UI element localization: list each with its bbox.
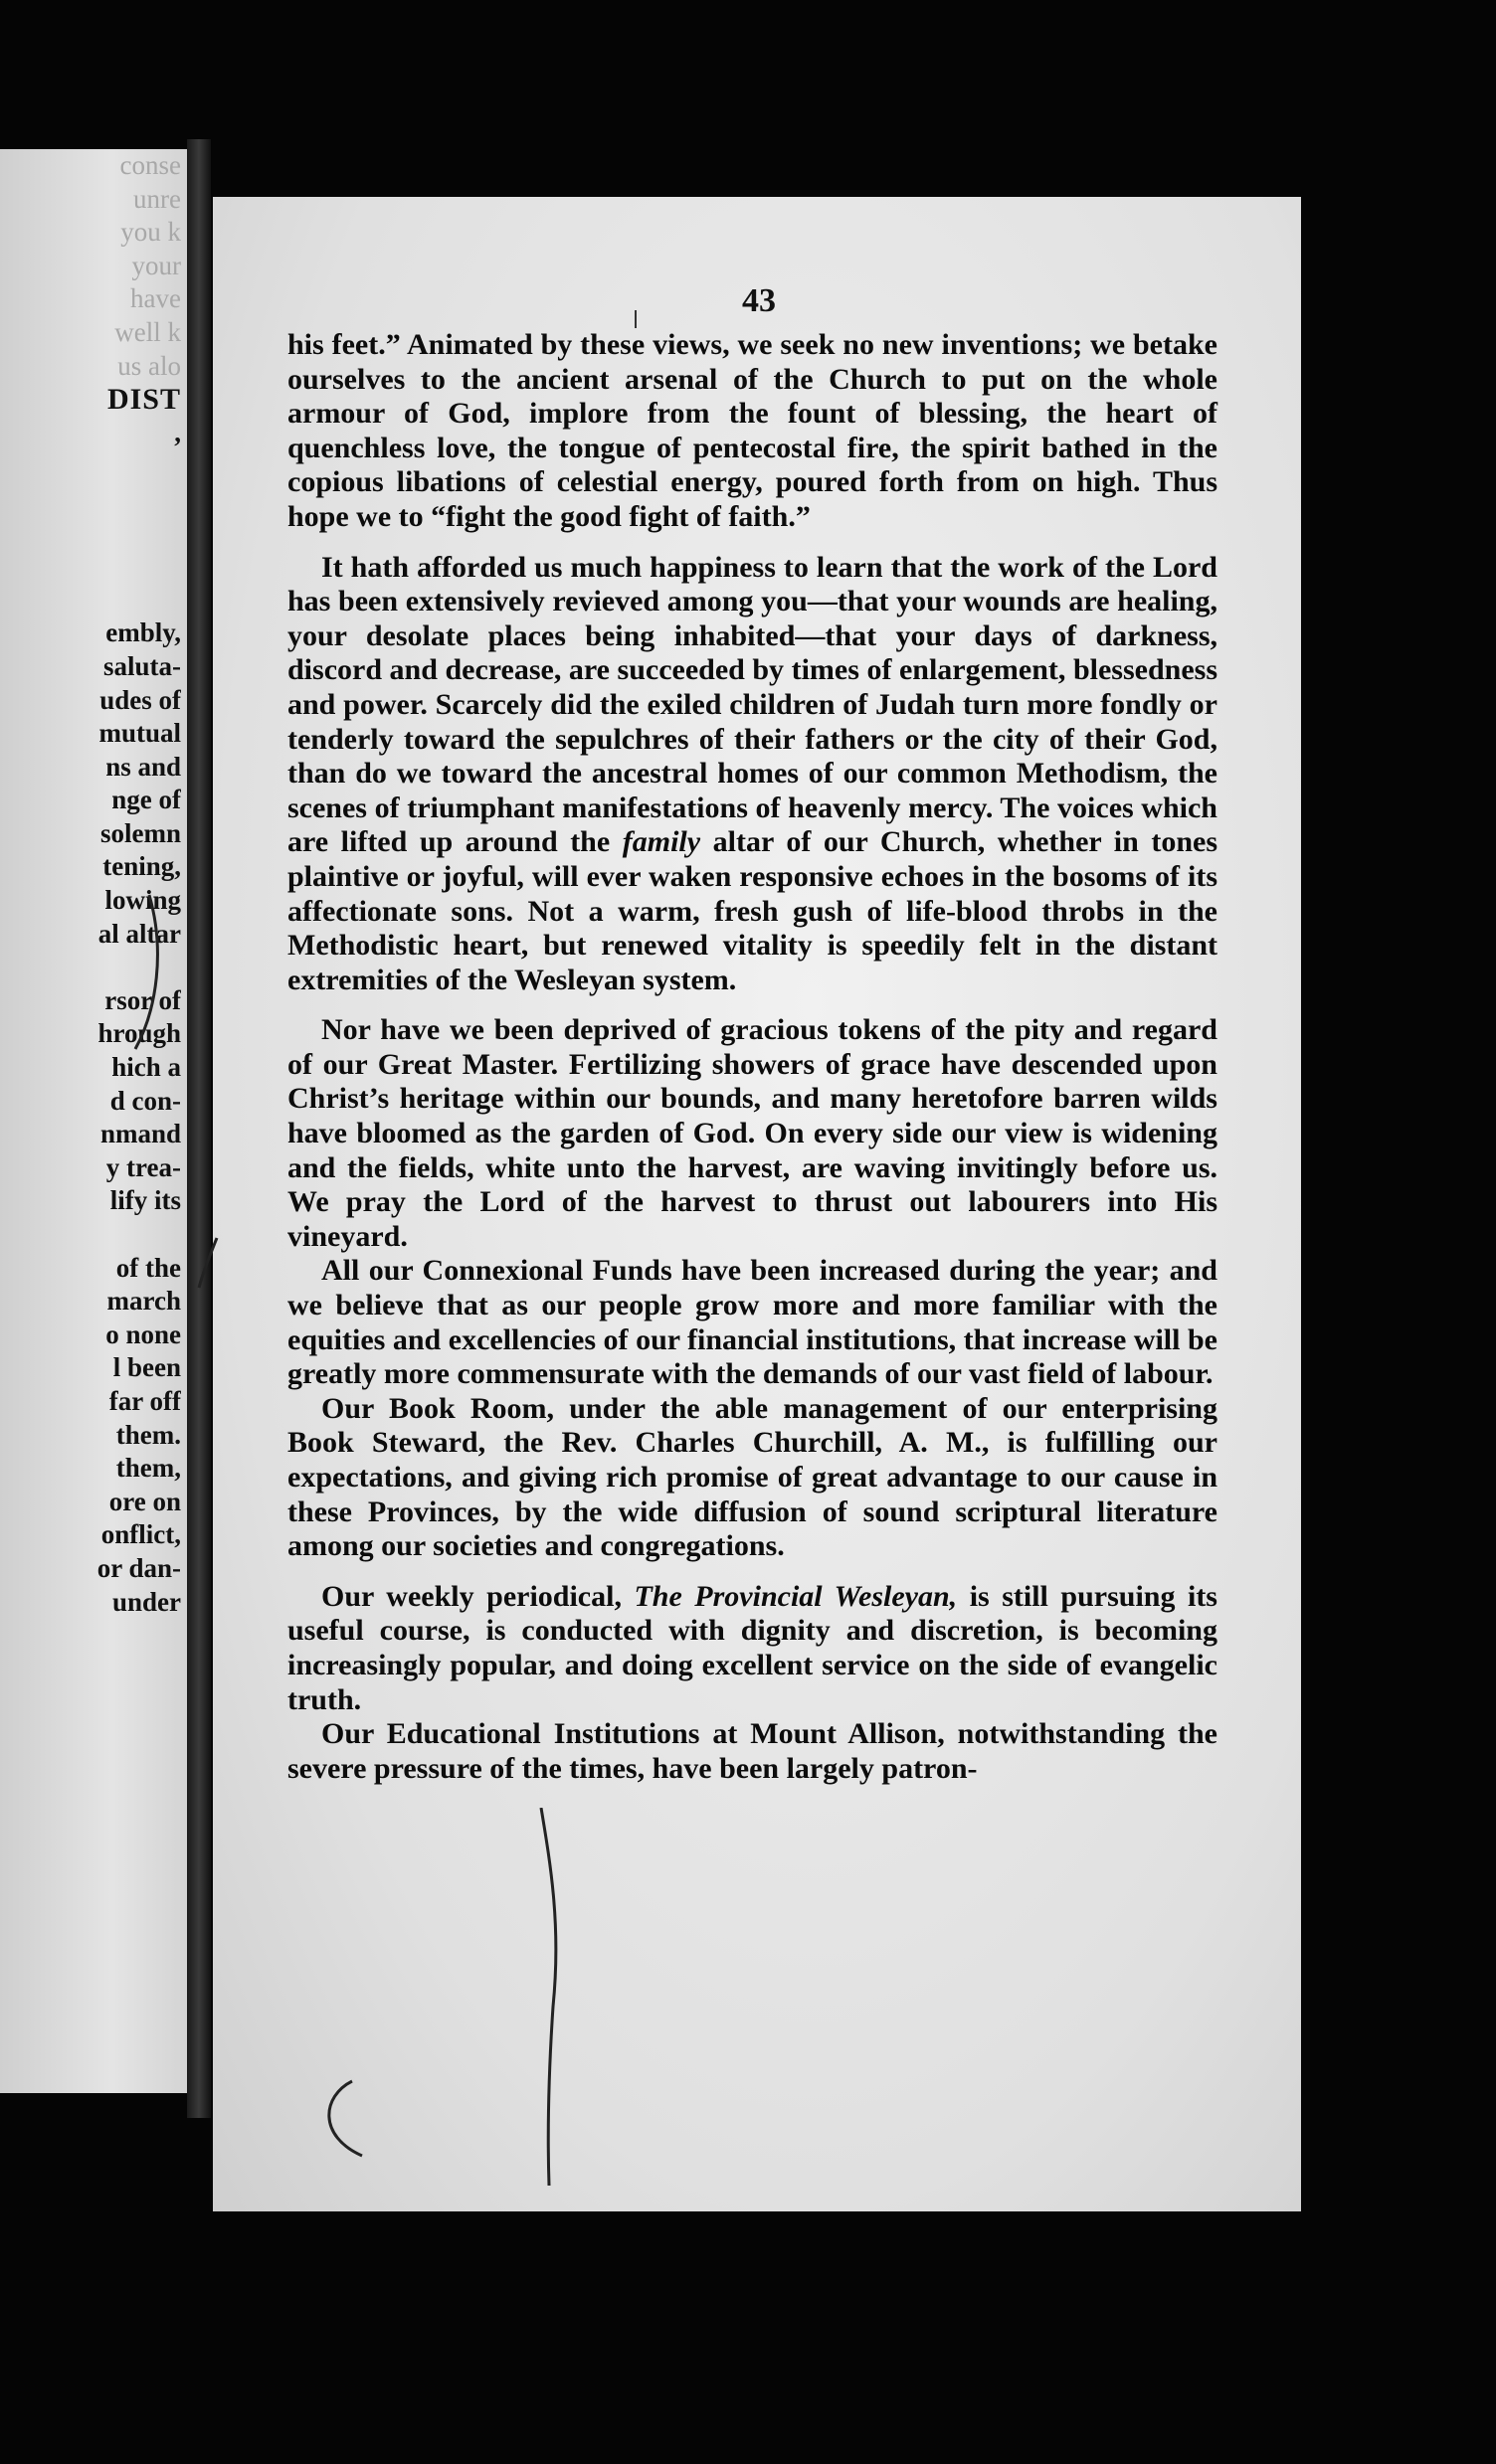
paragraph-7: Our Educational Institutions at Mount Allison, notwithstanding the severe pressure of the times, have been largely patron- [287, 1717, 1217, 1785]
left-page-line: hrough [97, 1018, 181, 1049]
left-page-line: march [106, 1286, 181, 1317]
pencil-mark-line [521, 1808, 581, 2464]
left-page-line: rsor of [104, 984, 181, 1015]
left-facing-page [0, 149, 187, 2093]
left-page-line [2, 584, 181, 617]
left-page-line: DIST [106, 383, 181, 417]
paragraph-2 [287, 551, 1217, 998]
left-page-line: unre [133, 183, 181, 214]
left-page-text [2, 149, 181, 1619]
left-page-line: have [130, 283, 181, 314]
paragraph-3: Nor have we been deprived of gracious tokens of the pity and regard of our Great Master. Fertilizing showers of grace have descended upon Christ’s heritage within our bounds, and many heretofore barren wilds have bloomed as the garden of God. On every side our view is widening and the fields, white unto the harvest, are waving invitingly before us. We pray the Lord of the harvest to thrust out labourers into His vineyard. [287, 1013, 1217, 1253]
left-page-line: under [111, 1586, 181, 1617]
left-page-line: conse [119, 150, 181, 180]
book-page [213, 197, 1301, 2211]
left-page-line: o none [105, 1319, 181, 1349]
left-page-line: of the [115, 1252, 181, 1283]
left-page-line: or dan- [96, 1552, 181, 1583]
left-page-line: onflict, [100, 1519, 181, 1550]
left-page-line: saluta- [102, 650, 181, 681]
left-page-line [2, 483, 181, 517]
left-page-line: ns and [105, 751, 181, 782]
paragraph-6-text-a: Our weekly periodical, [321, 1579, 622, 1613]
left-page-line: well k [114, 316, 181, 347]
paragraph-6-text-b: is still pursuing its useful course, is conducted with dignity and discretion, is becoming increasingly popular, and doing excellent service on the side of evangelic truth. [287, 1579, 1217, 1716]
left-page-line: lowing [104, 885, 181, 916]
pencil-mark-left-stroke [195, 1233, 225, 1293]
left-page-line: nmand [99, 1119, 181, 1149]
left-page-line: l been [112, 1352, 181, 1383]
left-page-line: ore on [108, 1486, 181, 1516]
left-page-line: tening, [102, 851, 181, 882]
paragraph-5: Our Book Room, under the able management of our enterprising Book Steward, the Rev. Charles Churchill, A. M., is fulfilling our expectations, and giving rich promise of great advantage to our cause in these Provinces, by the wide diffusion of sound scriptural literature among our societies and congregations. [287, 1391, 1217, 1563]
left-page-line: your [131, 250, 181, 280]
left-page-line: solemn [100, 817, 181, 848]
left-page-line: nge of [111, 785, 181, 815]
pencil-mark-bracket [312, 2076, 372, 2166]
left-page-line: embly, [105, 617, 181, 648]
left-page-line: lify its [109, 1185, 181, 1216]
left-page-line: them, [115, 1453, 181, 1484]
left-page-line [2, 517, 181, 551]
left-page-line: us alo [117, 350, 181, 381]
left-page-line: mutual [98, 718, 181, 749]
page-number: 43 [742, 282, 776, 319]
left-page-line [2, 449, 181, 483]
left-page-line: you k [120, 217, 181, 248]
page-body [287, 328, 1217, 1802]
pencil-mark-tick [631, 308, 641, 332]
left-page-line: d con- [109, 1085, 181, 1116]
left-page-line: far off [108, 1385, 181, 1416]
paragraph-6 [287, 1580, 1217, 1717]
book-gutter [187, 139, 211, 2118]
left-page-line: , [174, 417, 181, 447]
paragraph-2-italic: family [622, 825, 701, 859]
paragraph-2-text-a: It hath afforded us much happiness to learn that the work of the Lord has been extensively revieved among you—that your wounds are healing, your desolate places being inhabited—that your days of darkness, discord and decrease, are succeeded by times of enlargement, blessedness and power. Scarcely did the exiled children of Judah turn more fondly or tenderly toward the sepulchres of their fathers or the city of their God, than do we toward the ancestral homes of our common Methodism, the scenes of triumphant manifestations of heavenly mercy. The voices which are lifted up around the [287, 550, 1217, 859]
left-page-line: hich a [111, 1052, 181, 1083]
left-page-line: them. [115, 1419, 181, 1450]
pencil-mark-left-bracket [127, 890, 167, 1059]
paragraph-2-text-b: altar of our Church, whether in tones plaintive or joyful, will ever waken responsive echoes in the bosoms of its affectionate sons. Not a warm, fresh gush of life-blood throbs in the Methodistic heart, but renewed vitality is speedily felt in the distant extremities of the Wesleyan system. [287, 825, 1218, 996]
left-page-line: y trea- [105, 1151, 181, 1182]
left-page-line: udes of [99, 684, 181, 715]
left-page-line [2, 550, 181, 584]
paragraph-6-italic: The Provincial Wesleyan, [634, 1579, 958, 1613]
left-page-line [2, 1218, 181, 1252]
paragraph-4: All our Connexional Funds have been increased during the year; and we believe that as our people grow more and more familiar with the equities and excellencies of our financial institutions, that increase will be greatly more commensurate with the demands of our vast field of labour. [287, 1254, 1217, 1391]
paragraph-1: his feet.” Animated by these views, we seek no new inventions; we betake ourselves to the ancient arsenal of the Church to put on the whole armour of God, implore from the fount of blessing, the heart of quenchless love, the tongue of pentecostal fire, the spirit bathed in the copious libations of celestial energy, poured forth from on high. Thus hope we to “fight the good fight of faith.” [287, 328, 1217, 533]
left-page-line: al altar [97, 918, 181, 949]
